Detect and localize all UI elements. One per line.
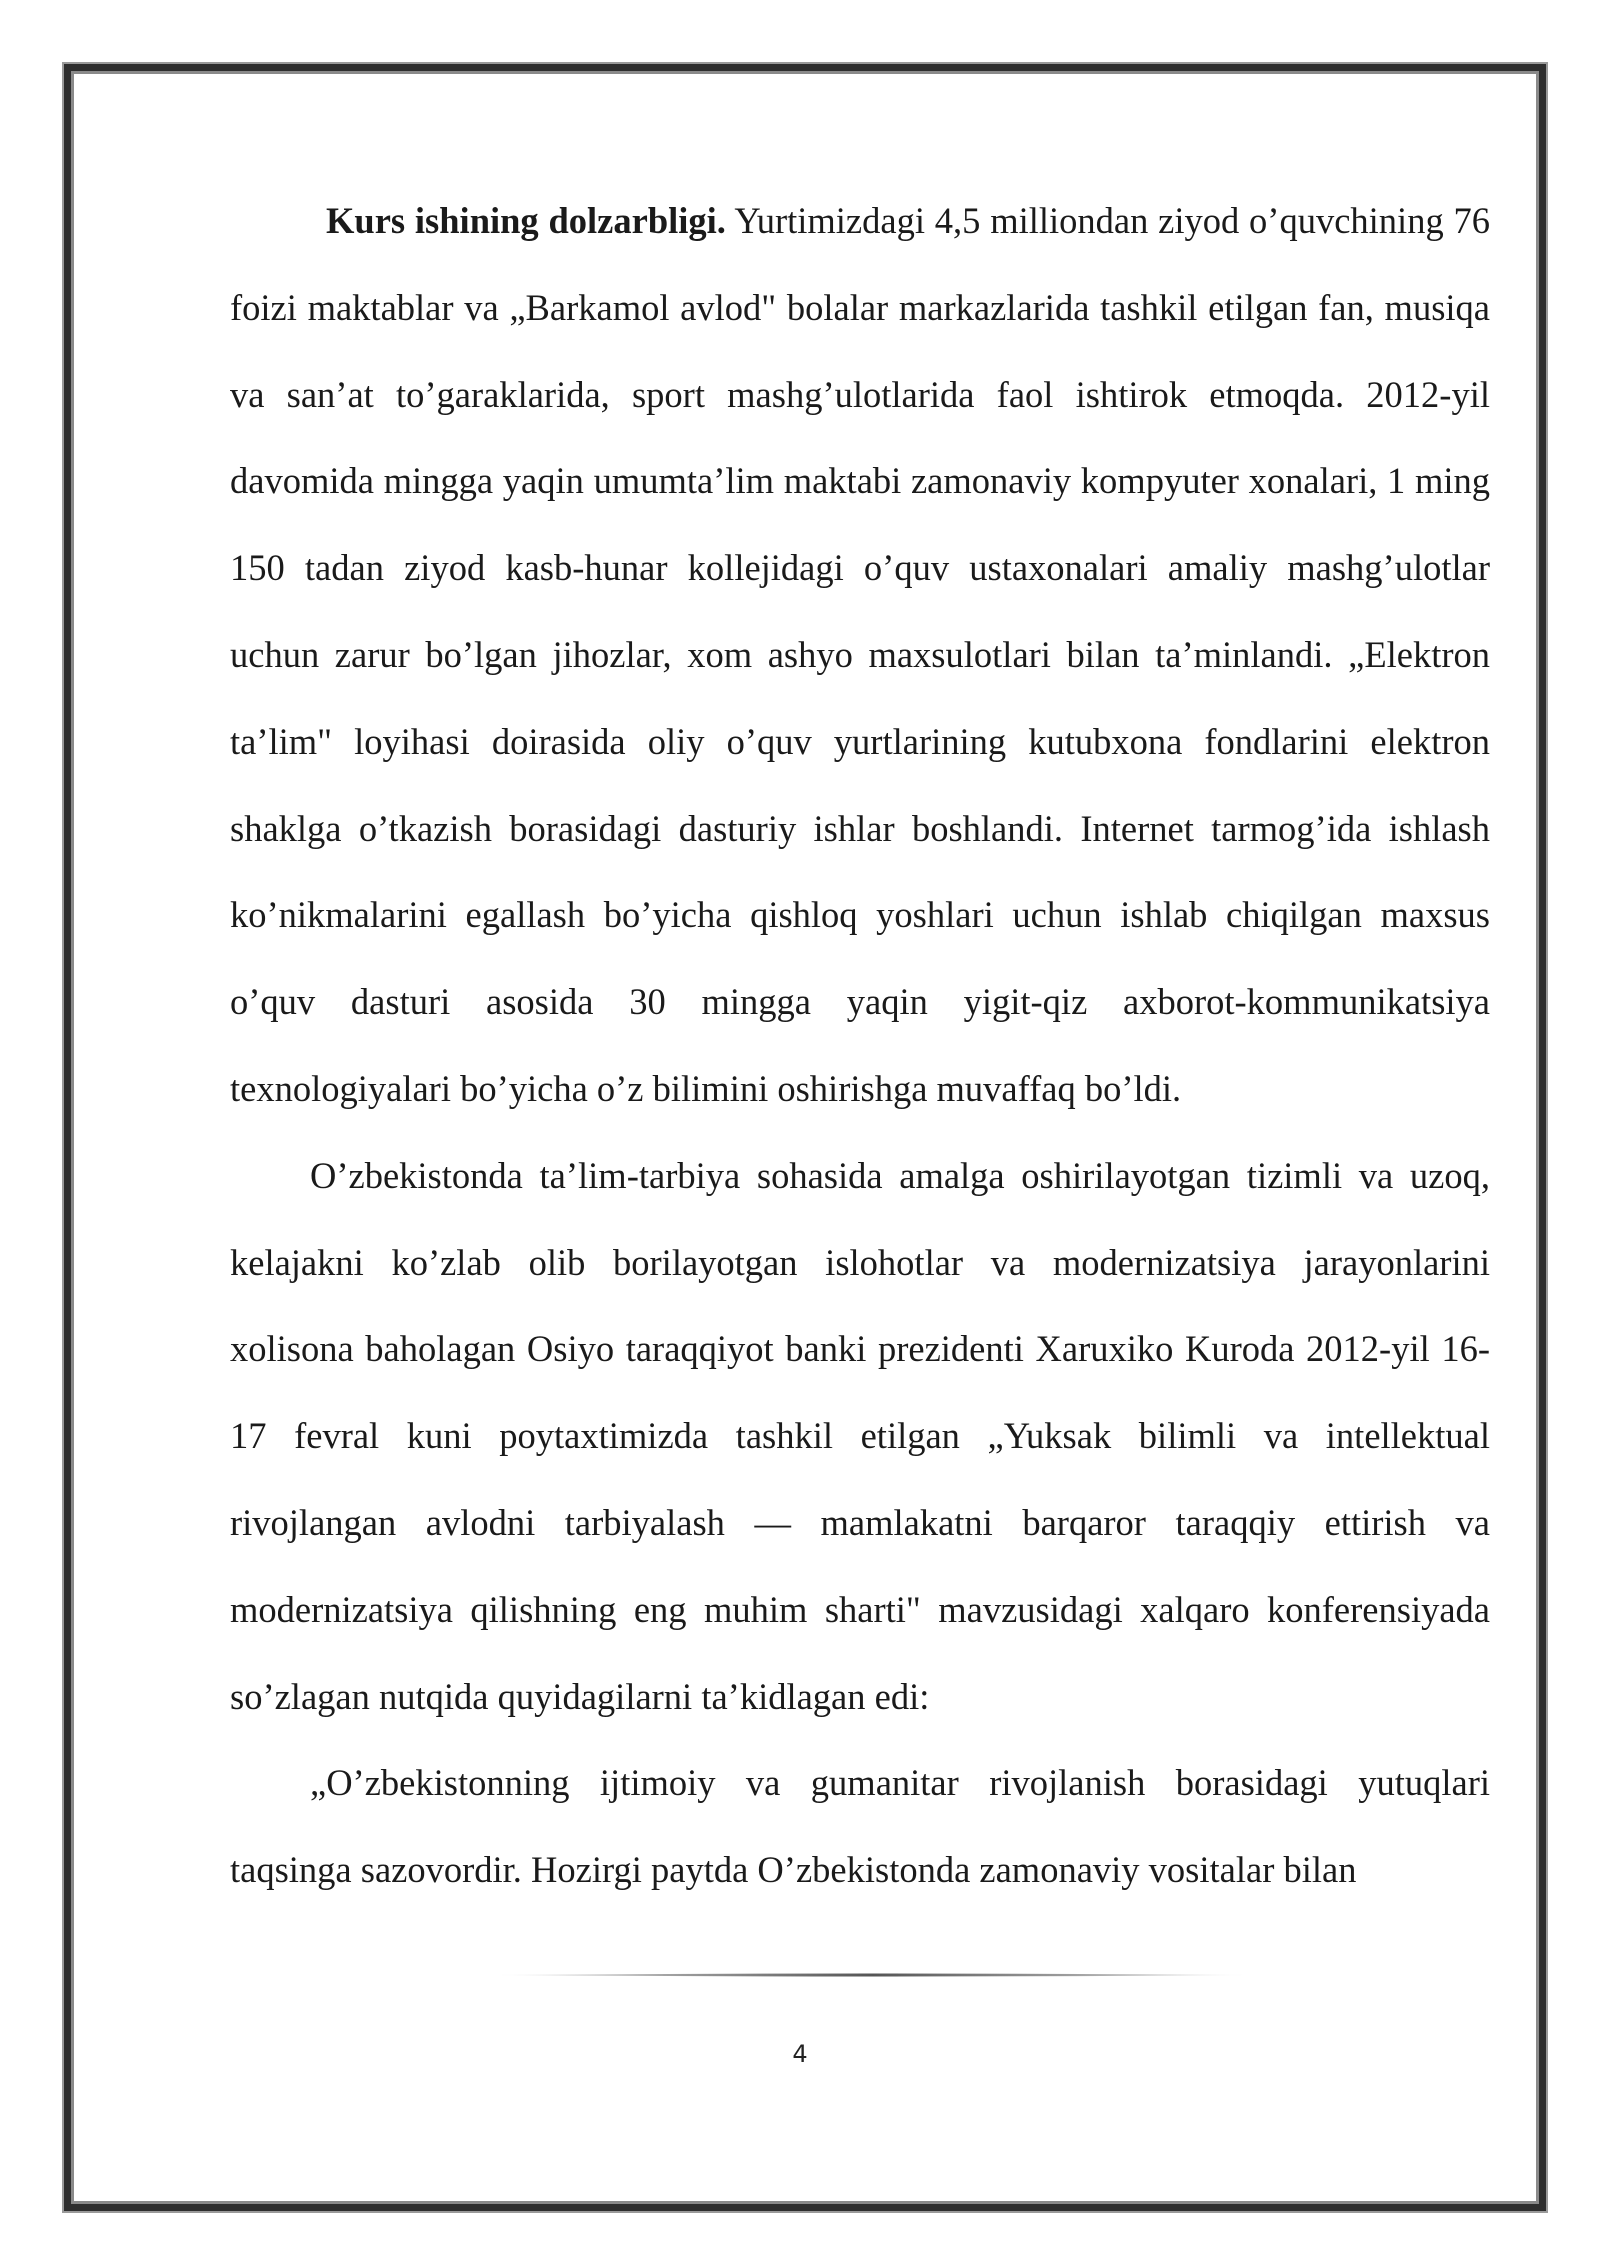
paragraph-quote: „O’zbekistonning ijtimoiy va gumanitar rivojlanish borasidagi yutuqlari taqsinga sazovordir. Hozirgi paytda O’zbekistonda zamonaviy vositalar bilan bbox=[230, 1762, 1490, 1891]
section-heading: Kurs ishining dolzarbligi. bbox=[326, 200, 726, 241]
paragraph-kuroda: O’zbekistonda ta’lim-tarbiya sohasida amalga oshirilayotgan tizimli va uzoq, kelajakni ko’zlab olib borilayotgan islohotlar va modernizatsiya jarayonlarini xolisona baholagan Osiyo taraqqiyot banki prezidenti Xaruxiko Kuroda 2012-yil 16-17 fevral kuni poytaxtimizda tashkil etilgan „Yuksak bilimli va intellektual rivojlangan avlodni tarbiyalash — mamlakatni barqaror taraqqiy ettirish va modernizatsiya qilishning eng muhim sharti" mavzusidagi xalqaro konferensiyada so’zlagan nutqida quyidagilarni ta’kidlagan edi: bbox=[230, 1154, 1490, 1717]
paragraph-text: Yurtimizdagi 4,5 milliondan ziyod o’quvchining 76 foizi maktablar va „Barkamol avlod" bolalar markazlarida tashkil etilgan fan, musiqa va san’at to’garaklarida, sport mashg’ulotlarida faol ishtirok etmoqda. 2012-yil davomida mingga yaqin umumta’lim maktabi zamonaviy kompyuter xonalari, 1 ming 150 tadan ziyod kasb-hunar kollejidagi o’quv ustaxonalari amaliy mashg’ulotlar uchun zarur bo’lgan jihozlar, xom ashyo maxsulotlari bilan ta’minlandi. „Elektron ta’lim" loyihasi doirasida oliy o’quv yurtlarining kutubxona fondlarini elektron shaklga o’tkazish borasidagi dasturiy ishlar boshlandi. Internet tarmog’ida ishlash ko’nikmalarini egallash bo’yicha qishloq yoshlari uchun ishlab chiqilgan maxsus o’quv dasturi asosida 30 mingga yaqin yigit-qiz axborot-kommunikatsiya texnologiyalari bo’yicha o’z bilimini oshirishga muvaffaq bo’ldi. bbox=[230, 200, 1491, 1109]
page-number: 4 bbox=[792, 2040, 808, 2068]
footer-divider bbox=[495, 1972, 1250, 1978]
document-body bbox=[230, 178, 1490, 1914]
paragraph-relevance bbox=[230, 178, 1490, 1133]
